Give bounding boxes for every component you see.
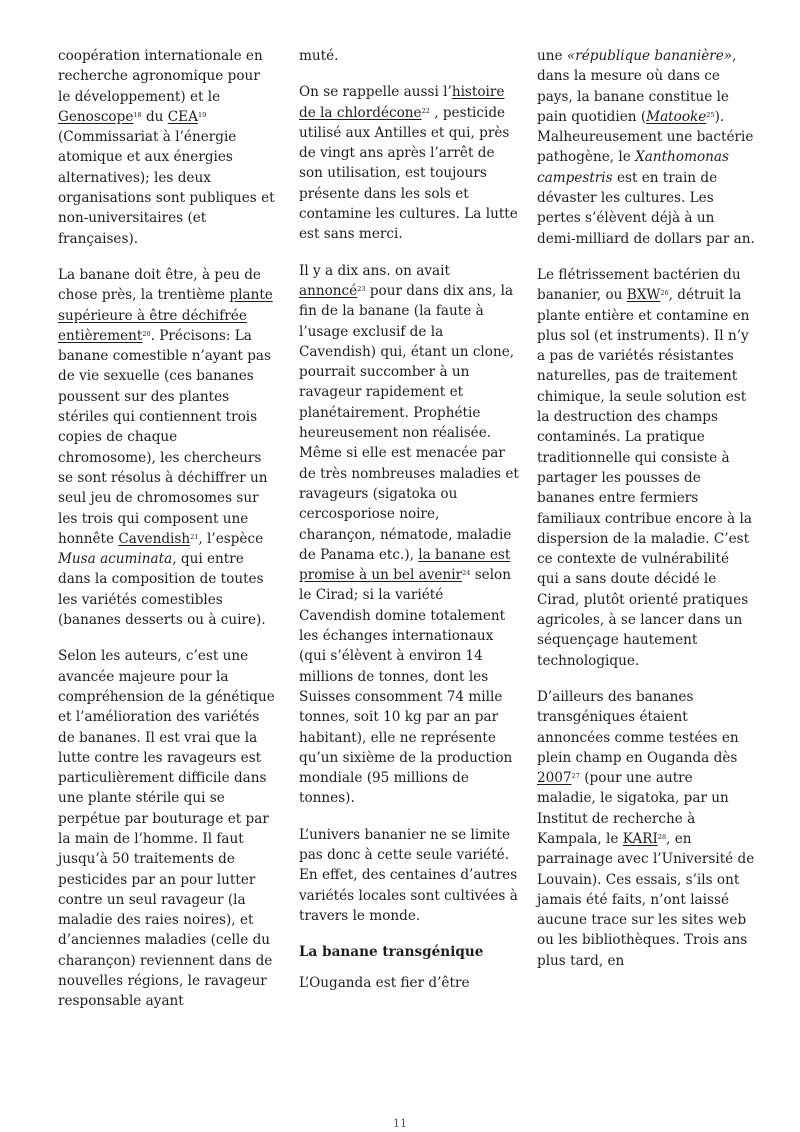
section-heading: La banane transgénique	[299, 944, 484, 961]
page-number: 11	[393, 1117, 407, 1130]
footnote-ref[interactable]: 19	[197, 110, 207, 119]
paragraph: Il y a dix ans. on avait annoncé$^{23}$ pour dans dix ans, la fin de la banane (la faute à l’usage exclusif de la Cavendish) qui, étant un clone, pourrait succomber à un ravageur rapidement et planétairement. Prophétie heureusement non réalisée. Même si elle est menacée par de très nombreuses maladies et ravageurs (sigatoka ou cercosporiose noire, charançon, nématode, maladie de Panama etc.), la banane est promise à un bel avenir$^{24}$ selon le Cirad; si la variété Cavendish domine totalement les échanges internationaux (qui s’élèvent à environ 14 millions de tonnes, dont les Suisses consomment 74 mille tonnes, soit 10 kg par an par habitant), elle ne représente qu’un sixième de la production mondiale (95 millions de tonnes).	[299, 262, 519, 807]
link-cavendish[interactable]: Cavendish	[118, 530, 191, 547]
link-2007[interactable]: 2007	[537, 770, 572, 787]
paragraph: une «république bananière», dans la mesure où dans ce pays, la banane constitue le pain quotidien (Matooke$^{25}$). Malheureusement une bactérie pathogène, le Xanthomonas campestris est en train de dévaster les cultures. Les pertes s’élèvent déjà à un demi-milliard de dollars par an.	[537, 48, 755, 247]
link-plante-superieure[interactable]: plante supérieure à être déchifrée entièrement	[58, 287, 273, 344]
paragraph: On se rappelle aussi l’histoire de la chlordécone$^{22}$ , pesticide utilisé aux Antilles et qui, près de vingt ans après l’arrêt de son utilisation, est toujours présente dans les sols et contamine les cultures. La lutte est sans merci.	[299, 84, 518, 243]
italic-quote: «république bananière»	[566, 48, 733, 64]
footnote-ref[interactable]: 25	[706, 110, 715, 119]
link-kari[interactable]: KARI	[622, 830, 658, 847]
column-1	[58, 46, 276, 1028]
footnote-ref[interactable]: 27	[571, 772, 580, 781]
footnote-ref[interactable]: 24	[462, 569, 471, 578]
paragraph: L’univers bananier ne se limite pas donc à cette seule variété. En effet, des centaines d’autres variétés locales sont cultivées à travers le monde.	[299, 826, 518, 924]
paragraph: D’ailleurs des bananes transgéniques étaient annoncées comme testées en plein champ en Ouganda dès 2007$^{27}$ (pour une autre maladie, le sigatoka, par un Institut de recherche à Kampala, le KARI$^{28}$, en parrainage avec l’Université de Louvain). Ces essais, s’ils ont jamais été faits, n’ont laissé aucune trace sur les sites web ou les bibliothèques. Trois ans plus tard, en	[537, 688, 755, 969]
link-cea[interactable]: CEA	[167, 108, 198, 125]
footnote-ref[interactable]: 23	[357, 284, 366, 293]
link-bxw[interactable]: BXW	[626, 287, 661, 304]
paragraph: Selon les auteurs, c’est une avancée majeure pour la compréhension de la génétique et l’amélioration des variétés de bananes. Il est vrai que la lutte contre les ravageurs est particulièrement difficile dans une plante stérile qui se perpétue par bouturage et par la main de l’homme. Il faut jusqu’à 50 traitements de pesticides par an pour lutter contre un seul ravageur (la maladie des raies noires), et d’anciennes maladies (celle du charançon) reviennent dans de nouvelles régions, le ravageur responsable ayant	[58, 648, 275, 1010]
link-matooke[interactable]: Matooke	[646, 108, 707, 125]
species-name: Musa acuminata	[58, 551, 173, 568]
footnote-ref[interactable]: 26	[660, 289, 669, 298]
species-name: Xanthomonas campestris	[537, 149, 729, 186]
footnote-ref[interactable]: 18	[133, 110, 142, 119]
paragraph: Le flétrissement bactérien du bananier, ou BXW$^{26}$, détruit la plante entière et contamine en plus sol (et instruments). Il n’y a pas de variétés résistantes naturelles, pas de traitement chimique, la seule solution est la destruction des champs contaminés. La pratique traditionnelle qui consiste à partager les pousses de bananes entre fermiers familiaux contribue encore à la dispersion de la maladie. C’est ce contexte de vulnérabilité qui a sans doute décidé le Cirad, plutôt orienté pratiques agricoles, à se lancer dans un séquençage hautement technologique.	[537, 266, 752, 669]
paragraph: muté.	[299, 48, 339, 64]
column-2	[299, 46, 519, 1009]
column-3	[537, 46, 755, 987]
link-annonce[interactable]: annoncé	[299, 282, 358, 299]
link-genoscope[interactable]: Genoscope	[58, 108, 134, 125]
link-chlordecone[interactable]: histoire de la chlordécone	[299, 84, 505, 121]
paragraph: La banane doit être, à peu de chose près, la trentième plante supérieure à être déchifrée entièrement$^{20}$. Précisons: La banane comestible n’ayant pas de vie sexuelle (ces bananes poussent sur des plantes stériles qui contiennent trois copies de chaque chromosome), les chercheurs se sont résolus à déchiffrer un seul jeu de chromosomes sur les trois qui composent une honnête Cavendish$^{21}$, l’espèce Musa acuminata, qui entre dans la composition de toutes les variétés comestibles (bananes desserts ou à cuire).	[58, 266, 273, 629]
link-banane-promise[interactable]: la banane est promise à un bel avenir	[299, 546, 511, 584]
paragraph: coopération internationale en recherche agronomique pour le développement) et le Genoscope$^{18}$ du CEA$^{19}$ (Commissariat à l’énergie atomique et aux énergies alternatives); les deux organisations sont publiques et non-universitaires (et françaises).	[58, 48, 275, 247]
footnote-ref[interactable]: 20	[142, 329, 151, 338]
footnote-ref[interactable]: 22	[421, 106, 430, 115]
footnote-ref[interactable]: 21	[190, 532, 199, 541]
paragraph: L’Ouganda est fier d’être	[299, 975, 470, 992]
footnote-ref[interactable]: 28	[657, 832, 667, 841]
